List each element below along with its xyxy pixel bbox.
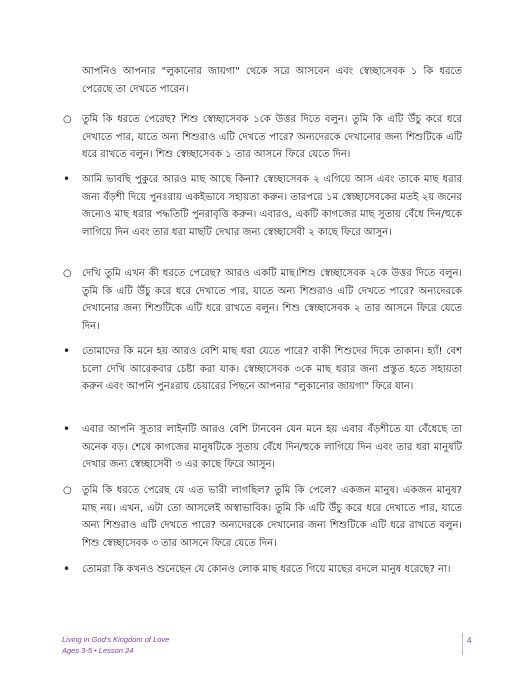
hollow-bullet-icon: ○ [63,114,72,125]
footer-subtitle: Ages 3-5 • Lesson 24 [62,646,134,655]
paragraph-2: তুমি কি ধরতে পেরেছ? শিশু স্বেচ্ছাসেবক ১কে উত্তর দিতে বলুন। তুমি কি এটি উঁচু করে ধরে দেখাতে পার, যাতে অন্য শিশুরাও এটি দেখতে পারে? অন্যদেরকে দেখানোর জন্য শিশুটিকে এটি ধরে রাখতে বলুন। শিশু স্বেচ্ছাসেবক ১ তার আসনে ফিরে যেতে দিন। [82,114,462,160]
bullet-icon: • [63,422,71,436]
page-number: 4 [467,636,472,645]
paragraph-8: তোমরা কি কখনও শুনেছেন যে কোনও লোক মাছ ধরতে গিয়ে মাছের বদলে মানুষ ধরেছে? না। [82,564,451,575]
footer-title: Living in God's Kingdom of Love [62,635,170,644]
paragraph-5: তোমাদের কি মনে হয় আরও বেশি মাছ ধরা যেতে পারে? বাকী শিশুদের দিকে তাকান। হ্যাঁ! বেশ চলো দেখি আরেকবার চেষ্টা করা যাক। স্বেচ্ছাসেবক ৩কে মাছ ধরার জন্য প্রস্তুত হতে সহায়তা করুন এবং আপনি পুনঃরায় চেয়ারের পিছনে আপনার "লুকানোর জায়গা" ফিরে যান। [82,346,462,392]
bullet-icon: • [63,172,71,186]
hollow-bullet-icon: ○ [63,268,72,279]
footer-lesson-info [62,634,169,656]
paragraph-4: দেখি তুমি এখন কী ধরতে পেরেছ? আরও একটি মাছ।শিশু স্বেচ্ছাসেবক ২কে উত্তর দিতে বলুন। তুমি কি এটি উঁচু করে ধরে দেখাতে পার, যাতে অন্য শিশুরাও এটি দেখতে পারে? অন্যদেরকে দেখানোর জন্য শিশুটিকে এটি ধরে রাখতে বলুন। শিশু স্বেচ্ছাসেবক ২ তার আসনে ফিরে যেতে দিন। [82,268,462,332]
footer-divider [462,633,463,655]
paragraph-3: আমি ভাবছি পুকুরে আরও মাছ আছে কিনা? স্বেচ্ছাসেবক ২ এগিয়ে আস এবং তাকে মাছ ধরার জন্য বঁড়শী দিয়ে পুনঃরায় একইভাবে সহায়তা করুন। তারপরে ১ম স্বেচ্ছাসেবকের মতই ২য় জনের জন্যেও মাছ ধরার পদ্ধতিটি পুনরাবৃত্তি করুন। এবারও, একটি কাগজের মাছ সুতায় বেঁধে দিন/হুকে লাগিয়ে দিন এবং তার ধরা মাছটি দেখার জন্য স্বেচ্ছাসেবী ২ কাছে ফিরে আসুন। [82,174,462,238]
paragraph-1: আপনিও আপনার "লুকানোর জায়গা" থেকে সরে আসবেন এবং স্বেচ্ছাসেবক ১ কি ধরতে পেরেছে তা দেখতে পারেন। [82,66,462,95]
paragraph-7: তুমি কি ধরতে পেরেছ যে এত ভারী লাগছিল? তুমি কি পেলে? একজন মানুষ। একজন মানুষ? মাছ নয়। এখন, এটা তো আসলেই অস্বাভাবিক। তুমি কি এটি উঁচু করে ধরে দেখাতে পার, যাতে অন্য শিশুরাও এটি দেখতে পারে? অন্যদেরকে দেখানোর জন্য শিশুটিকে এটি ধরে রাখতে বলুন। শিশু স্বেচ্ছাসেবক ৩ তার আসনে ফিরে যেতে দিন। [82,485,462,549]
bullet-icon: • [63,344,71,358]
paragraph-6: এবার আপনি সুতার লাইনটি আরও বেশি টানবেন যেন মনে হয় এবার বঁড়শীতে যা বেঁধেছে তা অনেক বড়। শেষে কাগজের মানুষটিকে সুতায় বেঁধে দিন/হুকে লাগিয়ে দিন এবং তার ধরা মানুষটি দেখার জন্য স্বেচ্ছাসেবী ৩ এর কাছে ফিরে আসুন। [82,424,462,470]
bullet-icon: • [63,562,71,576]
hollow-bullet-icon: ○ [63,485,72,496]
